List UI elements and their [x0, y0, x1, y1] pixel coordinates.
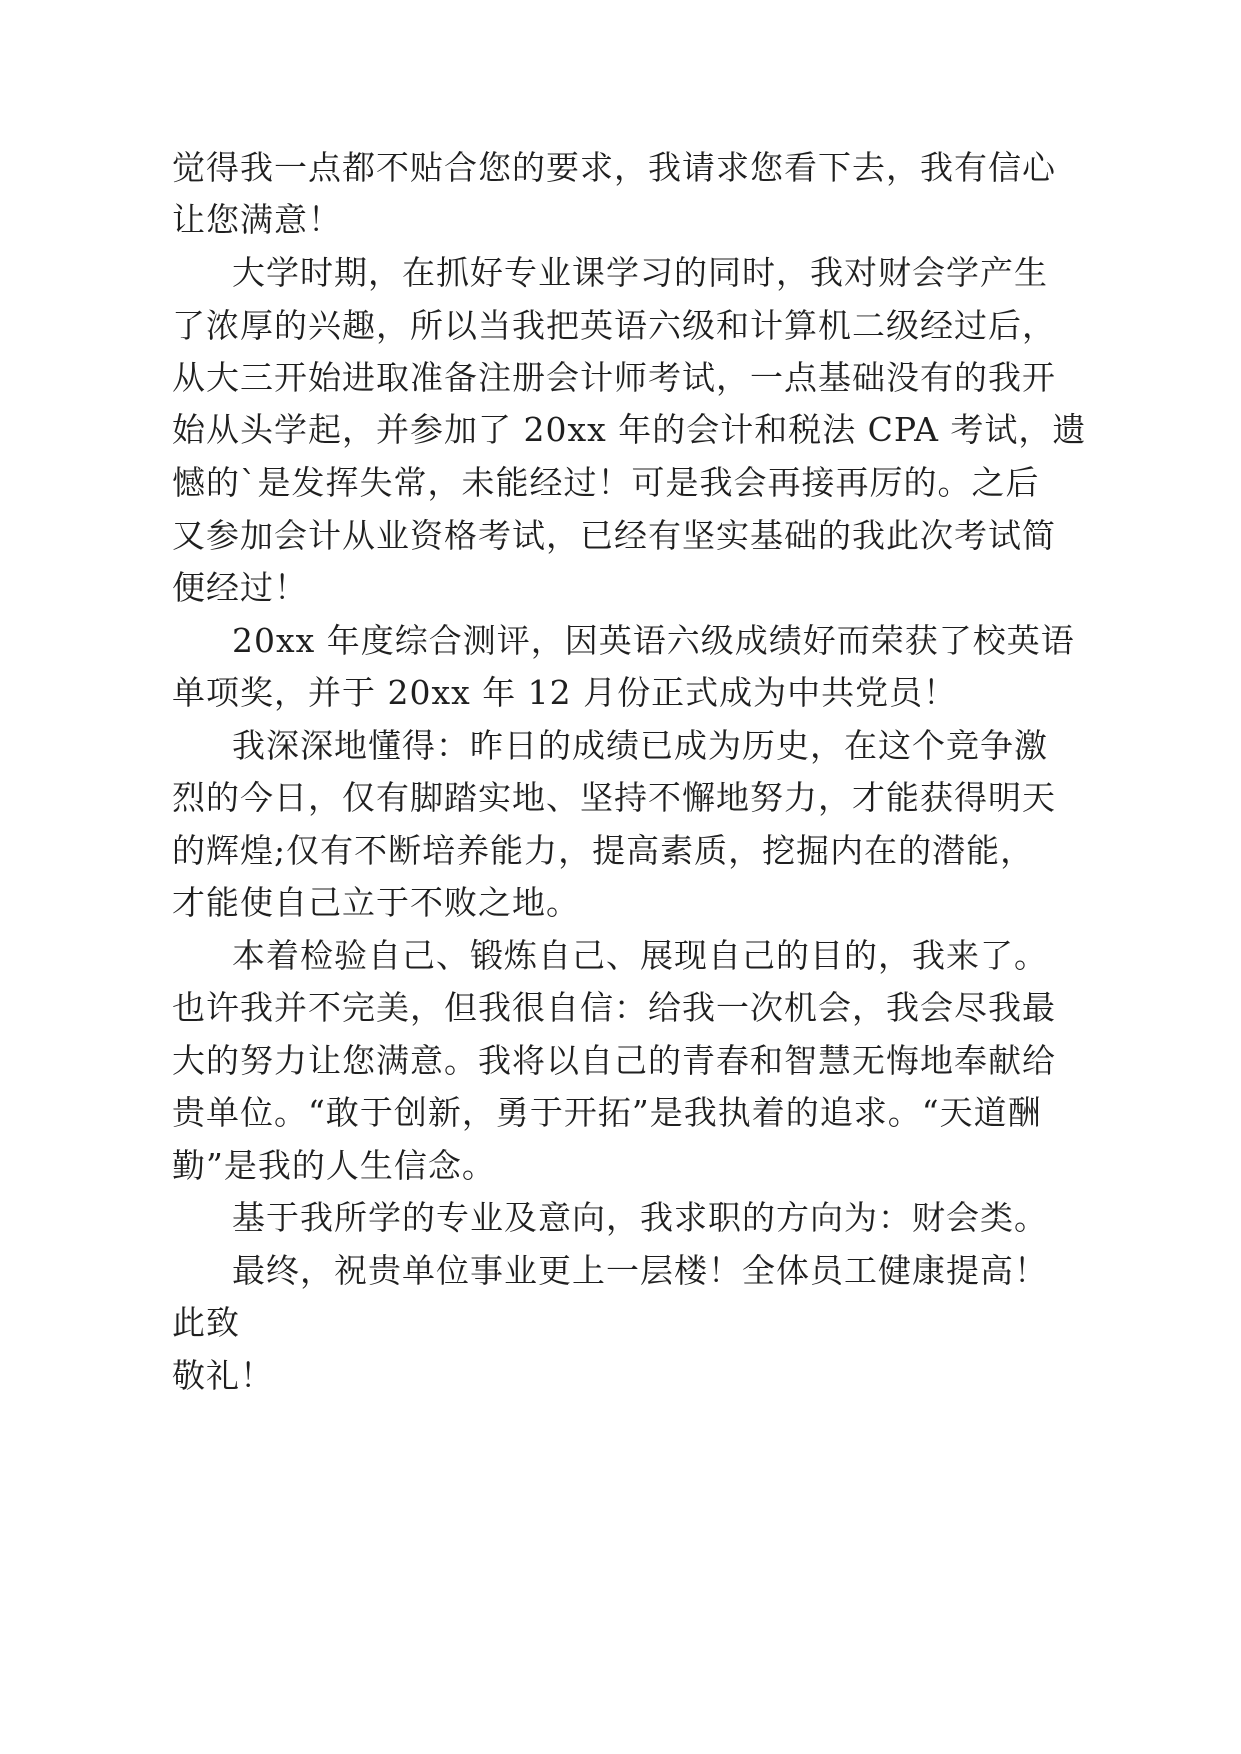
text-line: 又参加会计从业资格考试，已经有坚实基础的我此次考试简: [172, 516, 1056, 555]
text-line: 让您满意！: [172, 200, 342, 239]
text-line: 才能使自己立于不败之地。: [172, 883, 580, 922]
text-line: 觉得我一点都不贴合您的要求，我请求您看下去，我有信心: [172, 148, 1056, 187]
text-line: 从大三开始进取准备注册会计师考试，一点基础没有的我开: [172, 358, 1056, 397]
paragraph-first-line: 我深深地懂得：昨日的成绩已成为历史，在这个竞争激: [232, 726, 1048, 765]
text-line: 也许我并不完美，但我很自信：给我一次机会，我会尽我最: [172, 988, 1056, 1027]
closing-salutation: 此致: [172, 1303, 240, 1342]
closing-regards: 敬礼！: [172, 1356, 274, 1395]
paragraph-first-line: 本着检验自己、锻炼自己、展现自己的目的，我来了。: [232, 936, 1048, 975]
paragraph-first-line: 大学时期，在抓好专业课学习的同时，我对财会学产生: [232, 253, 1048, 292]
text-line: 勤”是我的人生信念。: [172, 1146, 496, 1185]
text-line: 便经过！: [172, 568, 308, 607]
paragraph-first-line: 最终，祝贵单位事业更上一层楼！全体员工健康提高！: [232, 1251, 1048, 1290]
text-line: 大的努力让您满意。我将以自己的青春和智慧无悔地奉献给: [172, 1041, 1056, 1080]
text-line: 了浓厚的兴趣，所以当我把英语六级和计算机二级经过后，: [172, 306, 1056, 345]
paragraph-first-line: 基于我所学的专业及意向，我求职的方向为：财会类。: [232, 1198, 1048, 1237]
text-line: 始从头学起，并参加了 20xx 年的会计和税法 CPA 考试，遗: [172, 410, 1087, 449]
paragraph-first-line: 20xx 年度综合测评，因英语六级成绩好而荣获了校英语: [232, 621, 1075, 660]
text-line: 单项奖，并于 20xx 年 12 月份正式成为中共党员！: [172, 673, 958, 712]
text-line: 憾的`是发挥失常，未能经过！可是我会再接再厉的。之后: [172, 463, 1040, 502]
text-line: 烈的今日，仅有脚踏实地、坚持不懈地努力，才能获得明天: [172, 778, 1056, 817]
text-line: 的辉煌;仅有不断培养能力，提高素质，挖掘内在的潜能，: [172, 831, 1035, 870]
text-line: 贵单位。“敢于创新，勇于开拓”是我执着的追求。“天道酬: [172, 1093, 1042, 1132]
